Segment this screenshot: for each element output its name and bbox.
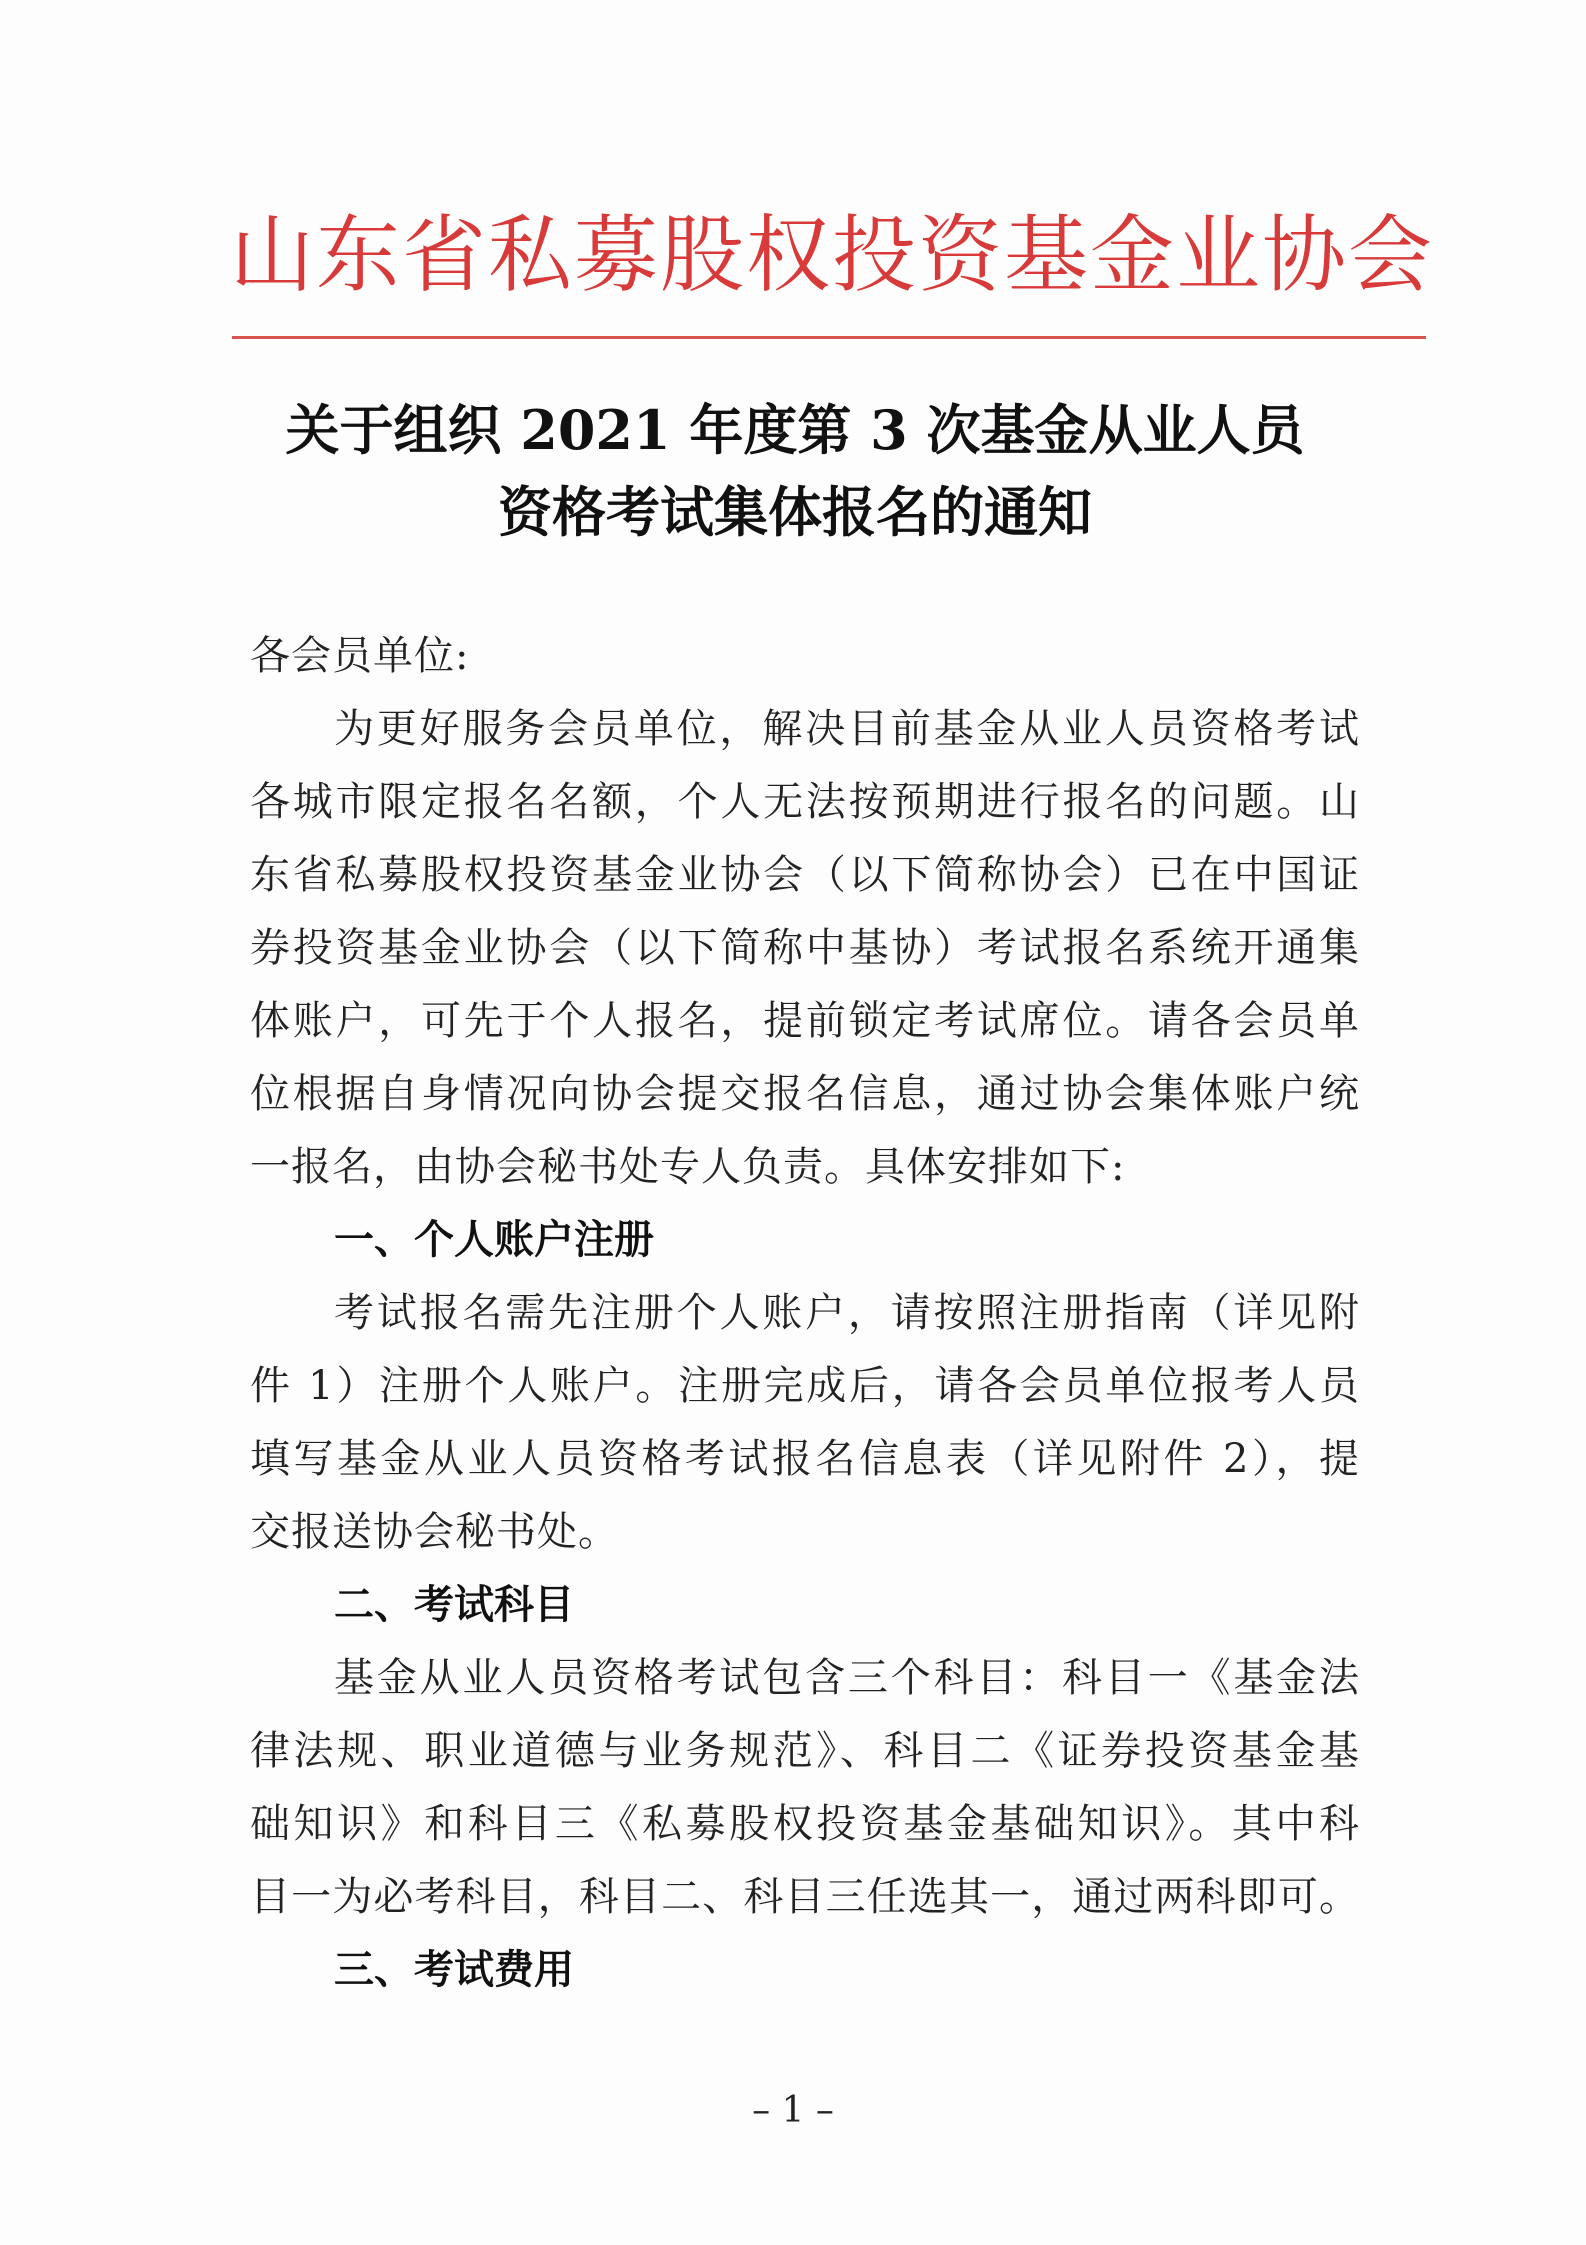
paragraph-line: 券投资基金业协会（以下简称中基协）考试报名系统开通集 bbox=[250, 925, 1360, 971]
paragraph-line: 基金从业人员资格考试包含三个科目：科目一《基金法 bbox=[334, 1655, 1360, 1701]
page-number: – 1 – bbox=[752, 2090, 834, 2131]
paragraph-line: 一报名，由协会秘书处专人负责。具体安排如下: bbox=[250, 1144, 1126, 1190]
salutation: 各会员单位: bbox=[250, 633, 470, 679]
paragraph-line: 东省私募股权投资基金业协会（以下简称协会）已在中国证 bbox=[250, 852, 1360, 898]
paragraph-line: 填写基金从业人员资格考试报名信息表（详见附件 2），提 bbox=[250, 1436, 1360, 1482]
paragraph-line: 目一为必考科目，科目二、科目三任选其一，通过两科即可。 bbox=[250, 1874, 1360, 1920]
paragraph-line: 体账户，可先于个人报名，提前锁定考试席位。请各会员单 bbox=[250, 998, 1360, 1044]
notice-title-line-2: 资格考试集体报名的通知 bbox=[498, 480, 1092, 544]
organization-header: 山东省私募股权投资基金业协会 bbox=[230, 206, 1435, 304]
paragraph-line: 各城市限定报名名额，个人无法按预期进行报名的问题。山 bbox=[250, 779, 1360, 825]
section-heading-1: 一、个人账户注册 bbox=[334, 1217, 654, 1263]
notice-body bbox=[250, 620, 1360, 2007]
section-heading-2: 二、考试科目 bbox=[334, 1582, 574, 1628]
header-red-rule bbox=[232, 336, 1426, 339]
paragraph-line: 考试报名需先注册个人账户，请按照注册指南（详见附 bbox=[334, 1290, 1360, 1336]
paragraph-line: 位根据自身情况向协会提交报名信息，通过协会集体账户统 bbox=[250, 1071, 1360, 1117]
paragraph-line: 础知识》和科目三《私募股权投资基金基础知识》。其中科 bbox=[250, 1801, 1360, 1847]
paragraph-line: 为更好服务会员单位，解决目前基金从业人员资格考试 bbox=[334, 706, 1360, 752]
paragraph-line: 交报送协会秘书处。 bbox=[250, 1509, 619, 1555]
paragraph-line: 件 1）注册个人账户。注册完成后，请各会员单位报考人员 bbox=[250, 1363, 1360, 1409]
notice-title-line-1: 关于组织 2021 年度第 3 次基金从业人员 bbox=[285, 398, 1305, 462]
section-heading-3: 三、考试费用 bbox=[334, 1947, 574, 1993]
paragraph-line: 律法规、职业道德与业务规范》、科目二《证券投资基金基 bbox=[250, 1728, 1360, 1774]
